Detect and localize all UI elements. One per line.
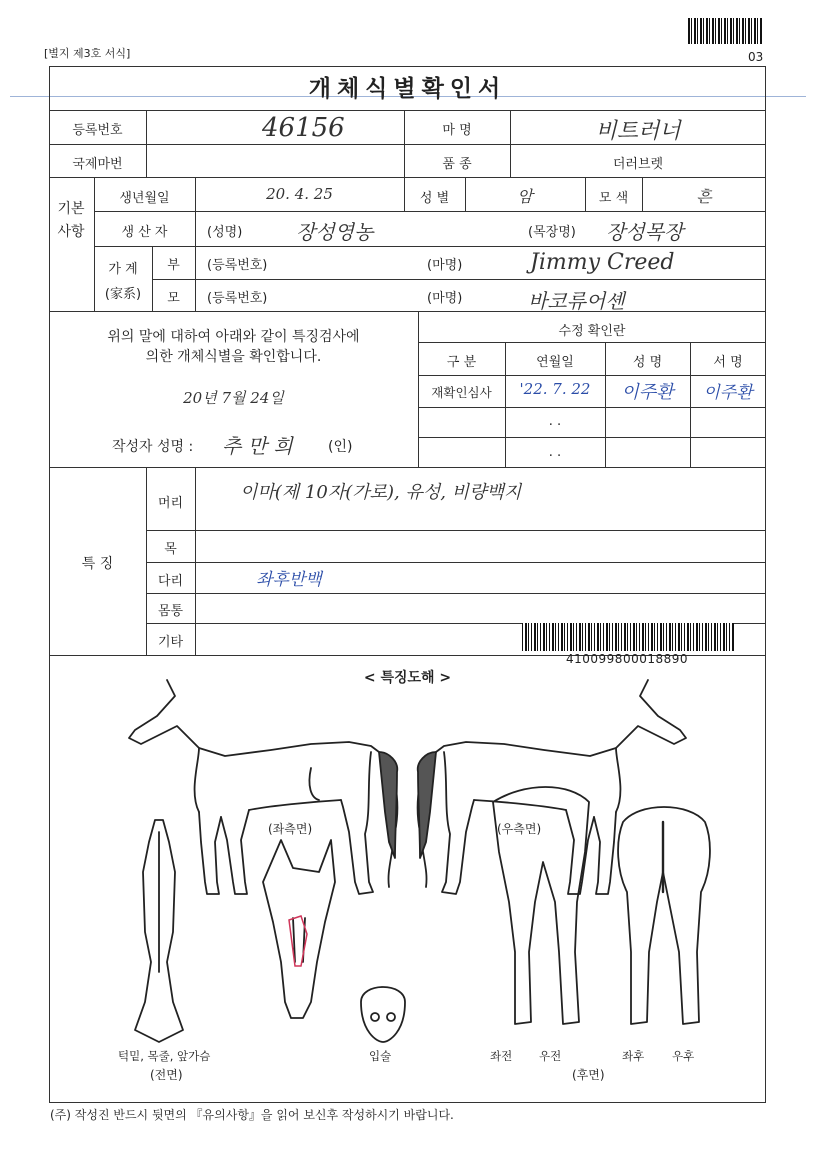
page-code: 03 (748, 50, 764, 64)
footer-note: (주) 작성진 반드시 뒷면의 『유의사항』을 읽어 보신후 작성하시기 바랍니다. (50, 1108, 454, 1122)
confirm-date: 20년 7월 24일 (183, 389, 284, 407)
pedigree-hanja: (家系) (104, 287, 142, 302)
features-section-label: 특 징 (81, 556, 114, 572)
amend-row1-sign: 이주환 (703, 383, 753, 403)
pedigree-label: 가 계 (108, 262, 138, 277)
right-fore-label: 우전 (539, 1049, 562, 1063)
dam-name-value: 바코류어셴 (528, 289, 625, 313)
top-barcode (688, 18, 763, 44)
sire-name-label: (마명) (427, 258, 463, 273)
seal-label: (인) (328, 439, 353, 455)
birth-label: 생년월일 (119, 191, 170, 206)
basic-section-label: 기본사항 (57, 201, 85, 240)
etc-label: 기타 (157, 635, 184, 650)
feature-barcode (522, 623, 734, 651)
diagram-title: < 특징도해 > (363, 670, 452, 686)
head-value: 이마(제 10자(가로), 유성, 비량백지 (240, 482, 522, 503)
sire-reg-label: (등록번호) (207, 258, 268, 273)
amend-col-name: 성 명 (632, 355, 663, 370)
horse-front-view-icon (135, 820, 183, 1042)
left-side-label: (좌측면) (268, 822, 313, 836)
legs-value: 좌후반백 (256, 570, 322, 590)
amend-row1-name: 이주환 (621, 382, 674, 403)
horse-head-front-icon (263, 840, 335, 1018)
sire-name-value: Jimmy Creed (530, 250, 675, 275)
sire-label: 부 (167, 258, 180, 273)
sex-label: 성 별 (419, 191, 450, 206)
statement-line2: 의한 개체식별을 확인합니다. (145, 349, 322, 365)
body-label: 몸통 (157, 604, 184, 619)
reg-no-value: 46156 (262, 113, 345, 143)
left-fore-label: 좌전 (490, 1049, 513, 1063)
amend-col-sign: 서 명 (713, 355, 743, 370)
producer-label: 생 산 자 (121, 225, 168, 240)
legs-label: 다리 (157, 574, 184, 589)
front-caption: 턱밑, 목줄, 앞가슴 (118, 1049, 211, 1063)
dam-reg-label: (등록번호) (207, 291, 268, 306)
rear-label: (후면) (572, 1068, 605, 1082)
front-label: (전면) (150, 1068, 183, 1082)
lips-label: 입술 (369, 1049, 392, 1063)
birth-value: 20. 4. 25 (266, 185, 333, 203)
dam-label: 모 (167, 291, 180, 306)
form-label: [별지 제3호 서식] (44, 47, 131, 60)
statement-line1: 위의 말에 대하여 아래와 같이 특징검사에 (107, 329, 360, 345)
horse-name-label: 마 명 (442, 123, 472, 138)
horse-lips-icon (361, 987, 405, 1042)
amend-row3-date: . . (548, 445, 562, 460)
author-value: 추 만 희 (222, 434, 293, 458)
farm-value: 장성목장 (606, 220, 684, 244)
page-title: 개체식별확인서 (308, 76, 507, 102)
right-side-label: (우측면) (497, 822, 542, 836)
color-value: 흔 (696, 187, 712, 206)
reg-no-label: 등록번호 (72, 123, 123, 138)
amend-col-type: 구 분 (446, 355, 477, 370)
color-label: 모 색 (598, 191, 629, 206)
horse-name-value: 비트러너 (595, 119, 681, 144)
sex-value: 암 (517, 187, 533, 206)
breed-label: 품 종 (442, 157, 472, 172)
amend-row2-date: . . (548, 414, 562, 429)
barcode-number: 410099800018890 (566, 652, 689, 666)
breed-value: 더러브렛 (612, 157, 664, 172)
horse-diagram (49, 672, 766, 1102)
producer-name-label: (성명) (207, 225, 243, 240)
left-hind-label: 좌후 (622, 1049, 645, 1063)
author-label: 작성자 성명 : (112, 439, 194, 455)
neck-label: 목 (164, 542, 177, 557)
producer-name-value: 장성영농 (296, 220, 374, 244)
intl-no-label: 국제마번 (72, 157, 123, 172)
head-label: 머리 (157, 496, 184, 511)
horse-left-side-icon (129, 680, 397, 894)
amend-title: 수정 확인란 (558, 324, 626, 339)
dam-name-label: (마명) (427, 291, 463, 306)
amend-row1-type: 재확인심사 (431, 385, 492, 400)
amend-col-date: 연월일 (536, 355, 574, 370)
amend-row1-date: '22. 7. 22 (519, 380, 591, 398)
horse-hind-view-icon (618, 807, 710, 1024)
right-hind-label: 우후 (672, 1049, 695, 1063)
farm-label: (목장명) (528, 225, 576, 240)
